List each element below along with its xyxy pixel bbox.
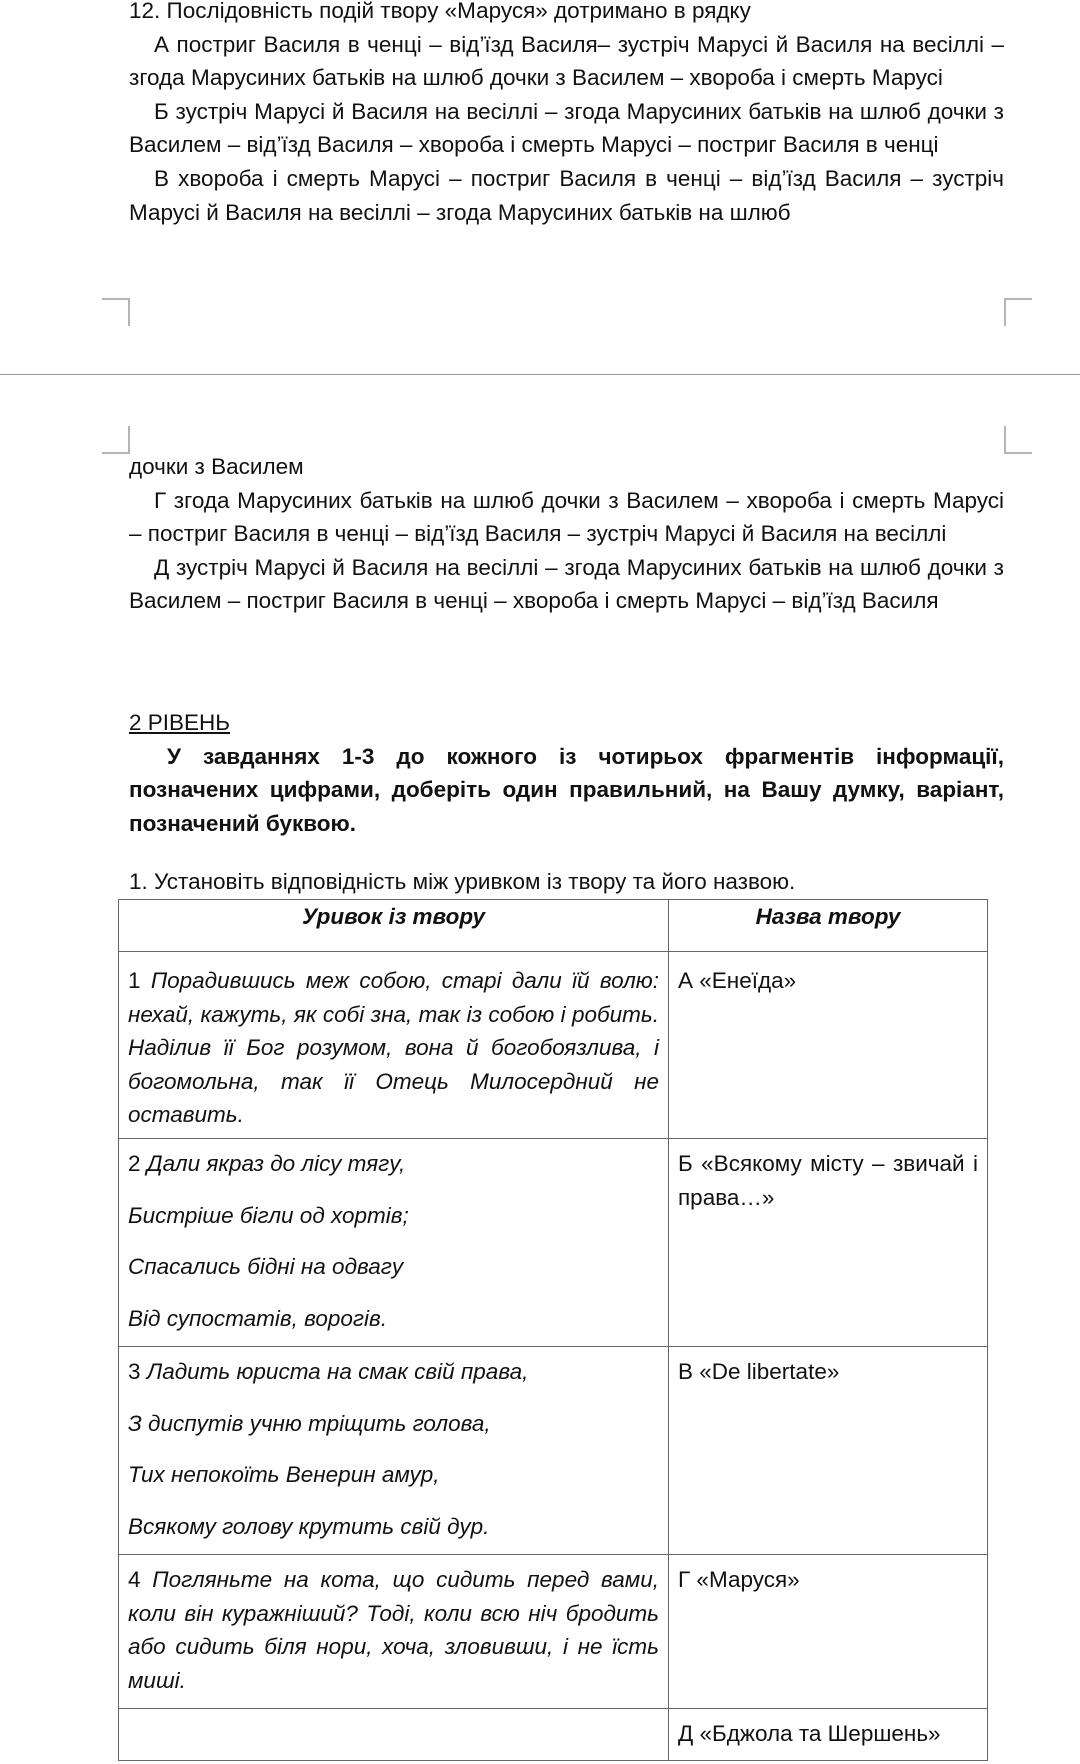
answer-cell-b — [669, 1139, 988, 1347]
question-12-stem: 12. Послідовність подій твору «Маруся» дотримано в рядку — [129, 0, 751, 23]
task-1-prompt-block — [129, 865, 1004, 899]
verse-line: Тих непокоїть Венерин амур, — [128, 1462, 440, 1488]
table-row — [119, 1347, 988, 1555]
verse-line: З диспутів учню тріщить голова, — [128, 1410, 491, 1436]
option-v-part2: дочки з Василем — [129, 454, 304, 479]
option-b: Б зустріч Марусі й Василя на весіллі – згода Марусиних батьків на шлюб дочки з Василем – від’їзд Василя – хвороба і смерть Марусі – постриг Василя в ченці — [129, 98, 1004, 158]
verse-line: Спасались бідні на одвагу — [128, 1254, 404, 1280]
fragment-text: Порадившись меж собою, старі дали їй волю: нехай, кажуть, як собі зна, так із собою і робить. Наділив її Бог розумом, вона й богобоязлива, і богомольна, так її Отець Милосердний не оставить. — [128, 968, 659, 1128]
page-corner-mark — [1004, 298, 1032, 326]
task-1-prompt: 1. Установіть відповідність між уривком із твору та його назвою. — [129, 869, 796, 894]
option-a: А постриг Василя в ченці – від’їзд Василя– зустріч Марусі й Василя на весіллі – згода Марусиних батьків на шлюб дочки з Василем – хвороба і смерть Марусі — [129, 31, 1004, 91]
fragment-cell-2 — [119, 1139, 669, 1347]
level-2-heading: 2 РІВЕНЬ — [129, 710, 231, 735]
table-row — [119, 952, 988, 1139]
answer-option: Д «Бджола та Шершень» — [678, 1721, 941, 1746]
option-d: Д зустріч Марусі й Василя на весіллі – згода Марусиних батьків на шлюб дочки з Василем – постриг Василя в ченці – хвороба і смерть Марусі – від’їзд Василя — [129, 554, 1004, 614]
level-2-section — [129, 706, 1004, 840]
answer-option: В «De libertate» — [678, 1359, 840, 1384]
page-corner-mark — [102, 426, 130, 454]
fragment-cell-1 — [119, 952, 669, 1139]
header-title: Назва твору — [669, 900, 988, 952]
table-row — [119, 1555, 988, 1709]
header-fragment: Уривок із твору — [119, 900, 669, 952]
page-corner-mark — [1004, 426, 1032, 454]
fragment-number: 2 — [128, 1151, 141, 1176]
empty-fragment-cell — [119, 1709, 669, 1761]
fragment-text: Погляньте на кота, що сидить перед вами, коли він куражніший? Тоді, коли всю ніч бродить або сидить біля нори, хоча, зловивши, і не їсть миші. — [128, 1567, 659, 1693]
question-12-continued — [129, 450, 1004, 618]
table-row — [119, 1709, 988, 1761]
fragment-cell-4 — [119, 1555, 669, 1709]
table-row — [119, 1139, 988, 1347]
verse-line: Всякому голову крутить свій дур. — [128, 1513, 490, 1539]
page-corner-mark — [102, 298, 130, 326]
option-v-part1: В хвороба і смерть Марусі – постриг Василя в ченці – від’їзд Василя – зустріч Марусі й Василя на весіллі – згода Марусиних батьків на шлюб — [129, 165, 1004, 225]
question-12-block — [129, 0, 1004, 229]
page-break-line — [0, 374, 1080, 375]
answer-option: Г «Маруся» — [678, 1567, 800, 1592]
answer-option: А «Енеїда» — [678, 968, 797, 993]
answer-option: Б «Всякому місту – звичай і права…» — [678, 1151, 978, 1210]
fragment-cell-3 — [119, 1347, 669, 1555]
verse-line: Дали якраз до лісу тягу, — [146, 1151, 406, 1176]
option-g: Г згода Марусиних батьків на шлюб дочки з Василем – хвороба і смерть Марусі – постриг Василя в ченці – від’їзд Василя – зустріч Марусі й Василя на весіллі — [129, 487, 1004, 547]
fragment-number: 1 — [128, 968, 141, 993]
answer-cell-a — [669, 952, 988, 1139]
fragment-number: 4 — [128, 1567, 141, 1592]
verse-line: Від супостатів, ворогів. — [128, 1305, 387, 1331]
fragment-number: 3 — [128, 1359, 141, 1384]
verse-line: Бистріше бігли од хортів; — [128, 1202, 409, 1228]
matching-table — [118, 899, 988, 1761]
table-header-row — [119, 900, 988, 952]
level-2-instruction: У завданнях 1-3 до кожного із чотирьох фрагментів інформації, позначених цифрами, доберіть один правильний, на Вашу думку, варіант, позначений буквою. — [129, 743, 1004, 836]
answer-cell-v — [669, 1347, 988, 1555]
answer-cell-d — [669, 1709, 988, 1761]
answer-cell-g — [669, 1555, 988, 1709]
verse-line: Ладить юриста на смак свій права, — [146, 1359, 529, 1384]
